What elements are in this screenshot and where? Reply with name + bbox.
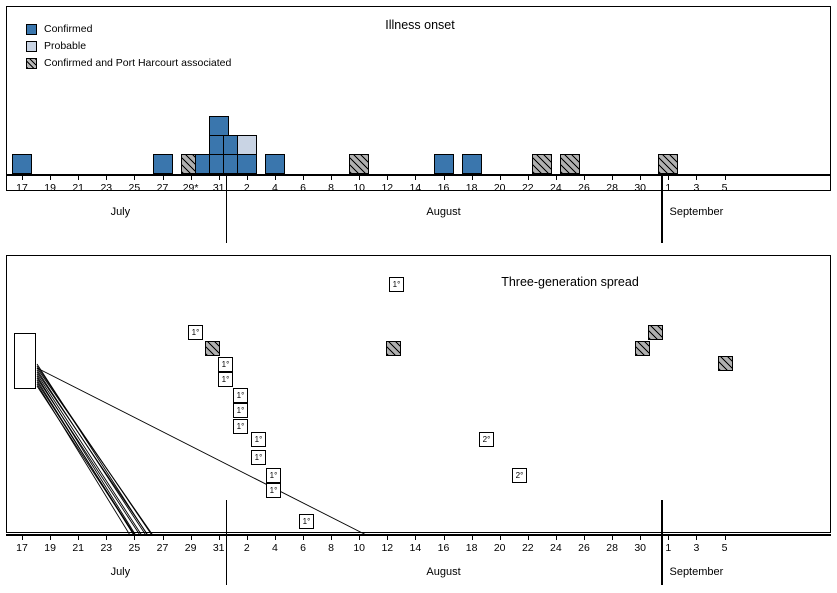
axis-tick [191, 174, 192, 180]
axis-tick-label: 5 [721, 182, 728, 194]
panel-title-spread: Three-generation spread [501, 275, 639, 289]
axis-tick [472, 534, 473, 540]
axis-tick [668, 534, 669, 540]
spread-node-3 [718, 356, 733, 371]
epi-cell-hatched [532, 154, 552, 174]
legend [26, 22, 231, 73]
axis-tick-label: 22 [521, 542, 534, 554]
axis-tick-label: 30 [634, 182, 647, 194]
axis-month-label: August [426, 566, 461, 578]
axis-tick-label: 8 [328, 542, 335, 554]
legend-item-confirmed [26, 22, 231, 37]
spread-node-1: 1° [218, 372, 233, 387]
axis-tick-label: 14 [409, 542, 422, 554]
spread-node-1: 1° [266, 468, 281, 483]
axis-tick-label: 18 [465, 542, 478, 554]
spread-node-1: 1° [218, 357, 233, 372]
spread-node-1: 1° [299, 514, 314, 529]
axis-tick [640, 174, 641, 180]
axis-tick-label: 30 [634, 542, 647, 554]
axis-tick [275, 174, 276, 180]
axis-tick [22, 534, 23, 540]
epi-cell-hatched [349, 154, 369, 174]
axis-tick-label: 27 [156, 542, 169, 554]
axis-tick-label: 2 [243, 182, 250, 194]
axis-tick-label: 28 [606, 182, 618, 194]
legend-item-hatched [26, 56, 231, 71]
axis-tick-label: 3 [693, 542, 700, 554]
spread-arrows [7, 256, 832, 534]
axis-tick-label: 26 [578, 182, 590, 194]
axis-tick-label: 4 [271, 182, 278, 194]
axis-tick [78, 534, 79, 540]
legend-swatch-confirmed [26, 24, 37, 35]
axis-tick-label: 20 [493, 542, 506, 554]
epi-cell-confirmed [12, 154, 32, 174]
axis-tick-label: 14 [409, 182, 422, 194]
axis-tick [275, 534, 276, 540]
axis-tick-label: 4 [271, 542, 278, 554]
axis-tick [500, 174, 501, 180]
axis-tick-label: 29* [182, 182, 199, 194]
epi-cell-confirmed [209, 116, 229, 136]
axis-month-label: July [110, 566, 131, 578]
spread-node-3 [648, 325, 663, 340]
axis-tick [191, 534, 192, 540]
axis-baseline [6, 534, 831, 536]
axis-tick [387, 534, 388, 540]
epi-cell-hatched [658, 154, 678, 174]
axis-tick [22, 174, 23, 180]
axis-month-label: September [669, 206, 724, 218]
axis-tick [725, 174, 726, 180]
axis-tick-label: 19 [44, 182, 56, 194]
axis-tick [696, 174, 697, 180]
panel-title-illness-onset: Illness onset [385, 18, 455, 32]
axis-tick [444, 534, 445, 540]
axis-tick [219, 534, 220, 540]
axis-tick-label: 10 [353, 182, 366, 194]
epi-cell-confirmed [237, 154, 257, 174]
axis-tick-label: 3 [693, 182, 700, 194]
axis-tick [668, 174, 669, 180]
axis-tick-label: 2 [243, 542, 250, 554]
spread-node-1: 1° [251, 450, 266, 465]
axis-tick-label: 5 [721, 542, 728, 554]
epi-cell-probable [237, 135, 257, 155]
axis-tick [303, 174, 304, 180]
spread-node-1: 1° [233, 388, 248, 403]
axis-tick [50, 174, 51, 180]
spread-node-2 [386, 341, 401, 356]
axis-tick-label: 8 [328, 182, 335, 194]
axis-tick-label: 21 [72, 182, 85, 194]
axis-tick-label: 25 [128, 542, 141, 554]
axis-tick-label: 17 [16, 542, 28, 554]
axis-tick-label: 17 [16, 182, 28, 194]
axis-tick-label: 20 [493, 182, 506, 194]
spread-node-3 [635, 341, 650, 356]
axis-tick-label: 25 [128, 182, 141, 194]
spread-node-1: 1° [188, 325, 203, 340]
axis-tick [219, 174, 220, 180]
axis-tick-label: 6 [300, 182, 306, 194]
legend-label-confirmed: Confirmed [44, 23, 93, 35]
spread-node-1: 1° [233, 419, 248, 434]
axis-tick [556, 174, 557, 180]
axis-month-label: July [110, 206, 131, 218]
axis-tick [387, 174, 388, 180]
axis-tick-label: 12 [381, 182, 394, 194]
axis-tick [247, 174, 248, 180]
spread-node-1: 1° [233, 403, 248, 418]
axis-tick-label: 19 [44, 542, 56, 554]
axis-month-label: August [426, 206, 461, 218]
axis-tick [556, 534, 557, 540]
axis-tick-label: 18 [465, 182, 478, 194]
axis-tick [303, 534, 304, 540]
axis-tick-label: 23 [100, 542, 113, 554]
axis-tick [584, 534, 585, 540]
epi-cell-confirmed [434, 154, 454, 174]
spread-node-2: 2° [512, 468, 527, 483]
axis-tick [444, 174, 445, 180]
axis-tick-label: 16 [437, 182, 450, 194]
axis-tick-label: 27 [156, 182, 169, 194]
axis-tick-label: 31 [212, 542, 225, 554]
axis-tick-label: 6 [300, 542, 306, 554]
axis-tick [696, 534, 697, 540]
axis-tick-label: 12 [381, 542, 394, 554]
axis-tick [359, 174, 360, 180]
legend-label-hatched: Confirmed and Port Harcourt associated [44, 57, 232, 69]
axis-tick [528, 174, 529, 180]
epi-cell-confirmed [462, 154, 482, 174]
axis-tick-label: 31 [212, 182, 225, 194]
axis-tick-label: 29 [184, 542, 197, 554]
axis-tick-label: 26 [578, 542, 590, 554]
axis-tick-label: 21 [72, 542, 85, 554]
axis-tick [415, 534, 416, 540]
month-separator [226, 500, 228, 585]
axis-tick [640, 534, 641, 540]
axis-tick [725, 534, 726, 540]
axis-tick [163, 174, 164, 180]
spread-node-1: 1° [266, 483, 281, 498]
axis-tick [134, 534, 135, 540]
epi-cell-confirmed [265, 154, 285, 174]
axis-tick-label: 1 [665, 542, 672, 554]
axis-tick [584, 174, 585, 180]
epi-cell-hatched [560, 154, 580, 174]
axis-tick [359, 534, 360, 540]
index-case-box [14, 333, 36, 389]
axis-tick-label: 22 [521, 182, 534, 194]
axis-tick [247, 534, 248, 540]
legend-swatch-hatched [26, 58, 37, 69]
axis-tick [331, 174, 332, 180]
axis-tick [106, 174, 107, 180]
spread-node-1 [205, 341, 220, 356]
axis-tick [612, 534, 613, 540]
axis-tick [415, 174, 416, 180]
spread-node-1: 1° [251, 432, 266, 447]
axis-baseline [6, 174, 831, 176]
axis-tick [612, 174, 613, 180]
legend-swatch-probable [26, 41, 37, 52]
axis-tick [78, 174, 79, 180]
axis-tick-label: 23 [100, 182, 113, 194]
axis-tick [331, 534, 332, 540]
axis-tick [106, 534, 107, 540]
spread-node-2: 2° [479, 432, 494, 447]
axis-tick-label: 24 [550, 542, 562, 554]
axis-tick [163, 534, 164, 540]
axis-tick [528, 534, 529, 540]
axis-tick-label: 1 [665, 182, 672, 194]
axis-tick [134, 174, 135, 180]
axis-tick [500, 534, 501, 540]
axis-tick-label: 24 [550, 182, 562, 194]
axis-month-label: September [669, 566, 724, 578]
axis-tick [50, 534, 51, 540]
axis-tick-label: 10 [353, 542, 366, 554]
axis-tick-label: 16 [437, 542, 450, 554]
axis-tick-label: 28 [606, 542, 618, 554]
epi-cell-confirmed [153, 154, 173, 174]
month-separator [226, 174, 228, 243]
axis-tick [472, 174, 473, 180]
spread-node-1: 1° [389, 277, 404, 292]
legend-item-probable [26, 39, 231, 54]
three-generation-spread-panel [6, 255, 831, 533]
legend-label-probable: Probable [44, 40, 87, 52]
